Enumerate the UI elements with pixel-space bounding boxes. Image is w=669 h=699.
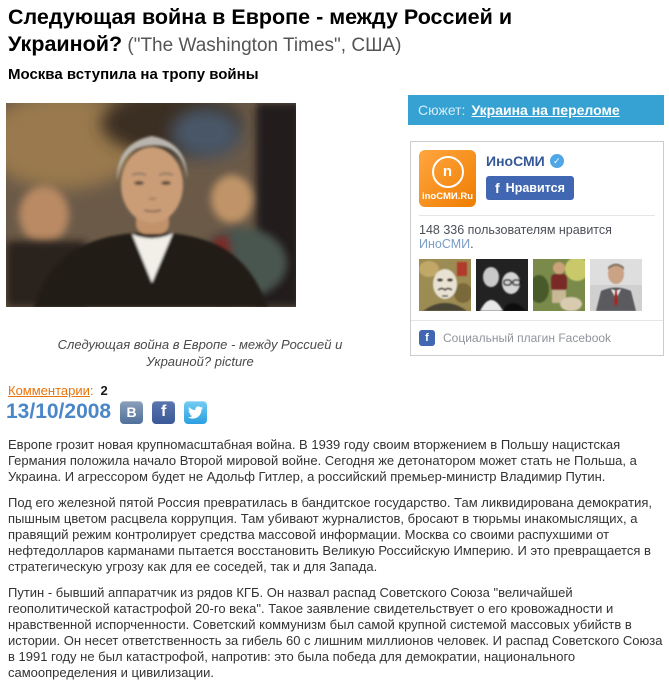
fan-avatar[interactable] <box>476 259 528 311</box>
article-subtitle: Москва вступила на тропу войны <box>8 66 259 83</box>
page-title <box>8 4 630 59</box>
publish-date: 13/10/2008 <box>6 400 112 423</box>
photo-illustration <box>6 103 296 307</box>
avatar-image <box>590 259 642 311</box>
plugin-label: Социальный плагин Facebook <box>443 331 612 345</box>
comments-colon: : <box>89 383 94 398</box>
page-name-row <box>486 153 574 169</box>
comments-row <box>8 383 108 398</box>
comments-count: 2 <box>100 383 108 398</box>
fan-avatar[interactable] <box>590 259 642 311</box>
facebook-plugin-icon: f <box>419 330 435 346</box>
inosmi-logo-glyph: n <box>432 156 464 188</box>
article-paragraph: Под его железной пятой Россия превратилась в бандитское государство. Там ликвидирована демократия, пышным цветом расцвела коррупция. Там убивают журналистов, бросают в тюрьмы инакомыслящих, а правящий режим контролирует средства массовой информации. Москва со своими распухшими от нефтедолларов карманами пытается восстановить Великую Российскую Империю. И это превращается в стратегическую угрозу как для ее соседей, так и для Запада. <box>8 495 652 574</box>
widget-head-texts <box>486 150 574 207</box>
title-source: ("The Washington Times", США) <box>122 35 402 56</box>
like-button-label: Нравится <box>505 181 565 195</box>
like-button[interactable] <box>486 176 574 200</box>
twitter-share-icon[interactable] <box>184 401 207 424</box>
article-paragraph: Европе грозит новая крупномасштабная война. В 1939 году своим вторжением в Польшу нацистская Германия положила начало Второй мировой войне. Сегодня же детонатором может стать не Польша, а Украина. И агрессором будет не Адольф Гитлер, а российский премьер-министр Владимир Путин. <box>8 437 637 484</box>
facebook-f-icon: f <box>495 180 500 196</box>
likes-suffix: . <box>470 237 474 251</box>
fan-avatar[interactable] <box>533 259 585 311</box>
topic-link[interactable]: Украина на переломе <box>471 102 620 118</box>
fb-page-name-link[interactable]: ИноСМИ <box>486 153 545 169</box>
twitter-bird-icon <box>188 405 203 420</box>
verified-badge-icon: ✓ <box>550 154 564 168</box>
likes-page-link[interactable]: ИноСМИ <box>419 237 471 251</box>
photo-caption <box>0 336 400 371</box>
likes-line <box>411 216 663 256</box>
article-header <box>8 4 630 83</box>
avatar-image <box>419 259 471 311</box>
facebook-share-icon[interactable]: f <box>152 401 175 424</box>
topic-bar <box>408 95 664 125</box>
photo-caption-text: Следующая война в Европе - между Россией и Украиной? picture <box>57 337 343 369</box>
title-text: Следующая война в Европе - между Россией и Украиной? <box>8 5 513 56</box>
comments-link[interactable]: Комментарии <box>8 383 90 398</box>
avatar-image <box>476 259 528 311</box>
dateline <box>6 400 207 424</box>
widget-header <box>411 142 663 215</box>
inosmi-logo[interactable] <box>419 150 476 207</box>
article-photo[interactable] <box>6 103 296 307</box>
article-paragraph: Путин - бывший аппаратчик из рядов КГБ. Он назвал распад Советского Союза "величайшей геополитической катастрофой 20-го века". Такое заявление свидетельствует о его кровожадности и нравственной испорченности. Советский коммунизм был самой крупной системой массовых убийств в истории. Он несет ответственность за гибель 60 с лишним миллионов человек. И распад Советского Союза в 1991 году не был катастрофой, напротив: это была победа для демократии, национального самоопределения и цивилизации. <box>8 585 663 680</box>
inosmi-logo-text: inoСМИ.Ru <box>421 190 474 202</box>
likes-text: 148 336 пользователям нравится <box>419 223 612 237</box>
fan-avatar[interactable] <box>419 259 471 311</box>
vkontakte-share-icon[interactable]: В <box>120 401 143 424</box>
fan-avatars-row <box>411 256 663 320</box>
avatar-image <box>533 259 585 311</box>
topic-label: Сюжет: <box>418 102 466 118</box>
article-body <box>8 437 664 691</box>
facebook-like-widget <box>410 141 664 356</box>
widget-footer <box>411 320 663 355</box>
